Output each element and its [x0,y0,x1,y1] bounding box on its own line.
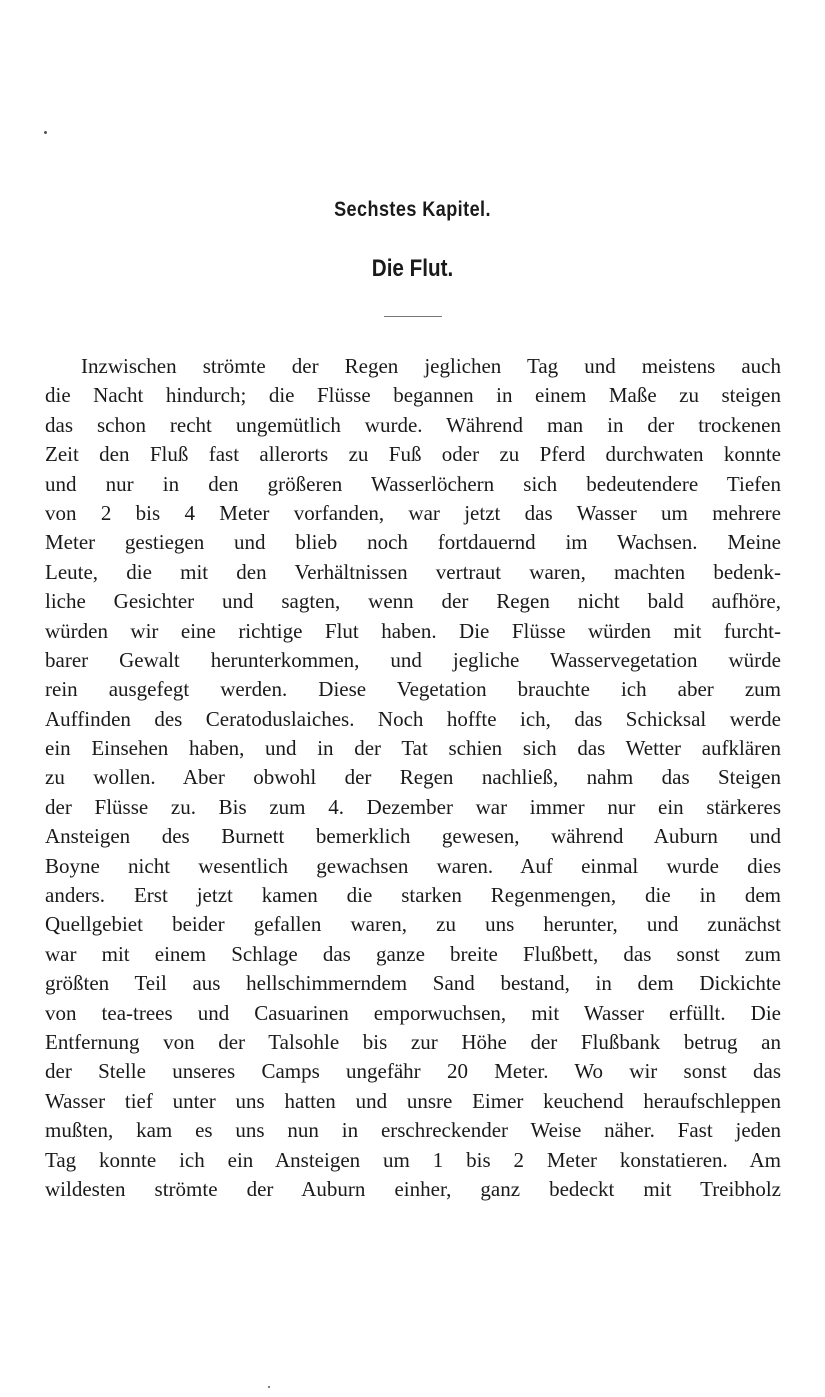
text-line: Inzwischen strömte der Regen jeglichen Tag und meistens auch [81,354,781,378]
text-line: rein ausgefegt werden. Diese Vegetation brauchte ich aber zum [45,677,781,702]
title-divider [384,316,442,317]
text-line: zu wollen. Aber obwohl der Regen nachließ, nahm das Steigen [45,765,781,790]
text-line: von tea-trees und Casuarinen emporwuchsen, mit Wasser erfüllt. Die [45,1000,781,1025]
page-speck [44,131,47,134]
text-line: die Nacht hindurch; die Flüsse begannen in einem Maße zu steigen [45,383,781,408]
text-line: der Flüsse zu. Bis zum 4. Dezember war immer nur ein stärkeres [45,794,781,819]
text-line: Boyne nicht wesentlich gewachsen waren. Auf einmal wurde dies [45,853,781,878]
text-line: würden wir eine richtige Flut haben. Die Flüsse würden mit furcht- [45,618,781,643]
text-line: das schon recht ungemütlich wurde. Während man in der trockenen [45,412,781,437]
text-line: Wasser tief unter uns hatten und unsre Eimer keuchend heraufschleppen [45,1088,781,1113]
text-line: Entfernung von der Talsohle bis zur Höhe der Flußbank betrug an [45,1029,781,1054]
text-line: Meter gestiegen und blieb noch fortdauernd im Wachsen. Meine [45,530,781,555]
text-line: Auffinden des Ceratoduslaiches. Noch hoffte ich, das Schicksal werde [45,706,781,731]
chapter-heading: Sechstes Kapitel. [334,198,491,221]
text-line: ein Einsehen haben, und in der Tat schien sich das Wetter aufklären [45,736,781,761]
text-line: der Stelle unseres Camps ungefähr 20 Meter. Wo wir sonst das [45,1059,781,1084]
body-text [45,352,781,1204]
text-line: Ansteigen des Burnett bemerklich gewesen, während Auburn und [45,824,781,849]
text-line: mußten, kam es uns nun in erschreckender Weise näher. Fast jeden [45,1118,781,1143]
page-speck [268,1386,270,1388]
text-line: Zeit den Fluß fast allerorts zu Fuß oder zu Pferd durchwaten konnte [45,442,781,467]
text-line: und nur in den größeren Wasserlöchern sich bedeutendere Tiefen [45,471,781,496]
chapter-title: Die Flut. [371,255,454,282]
text-line: barer Gewalt herunterkommen, und jegliche Wasservegetation würde [45,647,781,672]
text-line: anders. Erst jetzt kamen die starken Regenmengen, die in dem [45,883,781,908]
text-line: Tag konnte ich ein Ansteigen um 1 bis 2 Meter konstatieren. Am [45,1147,781,1172]
text-line: war mit einem Schlage das ganze breite Flußbett, das sonst zum [45,941,781,966]
text-line: von 2 bis 4 Meter vorfanden, war jetzt das Wasser um mehrere [45,500,781,525]
text-line: liche Gesichter und sagten, wenn der Regen nicht bald aufhöre, [45,589,781,614]
text-line: Leute, die mit den Verhältnissen vertraut waren, machten bedenk- [45,559,781,584]
text-line: größten Teil aus hellschimmerndem Sand bestand, in dem Dickichte [45,971,781,996]
text-line: Quellgebiet beider gefallen waren, zu uns herunter, und zunächst [45,912,781,937]
text-line: wildesten strömte der Auburn einher, ganz bedeckt mit Treibholz [45,1176,781,1201]
